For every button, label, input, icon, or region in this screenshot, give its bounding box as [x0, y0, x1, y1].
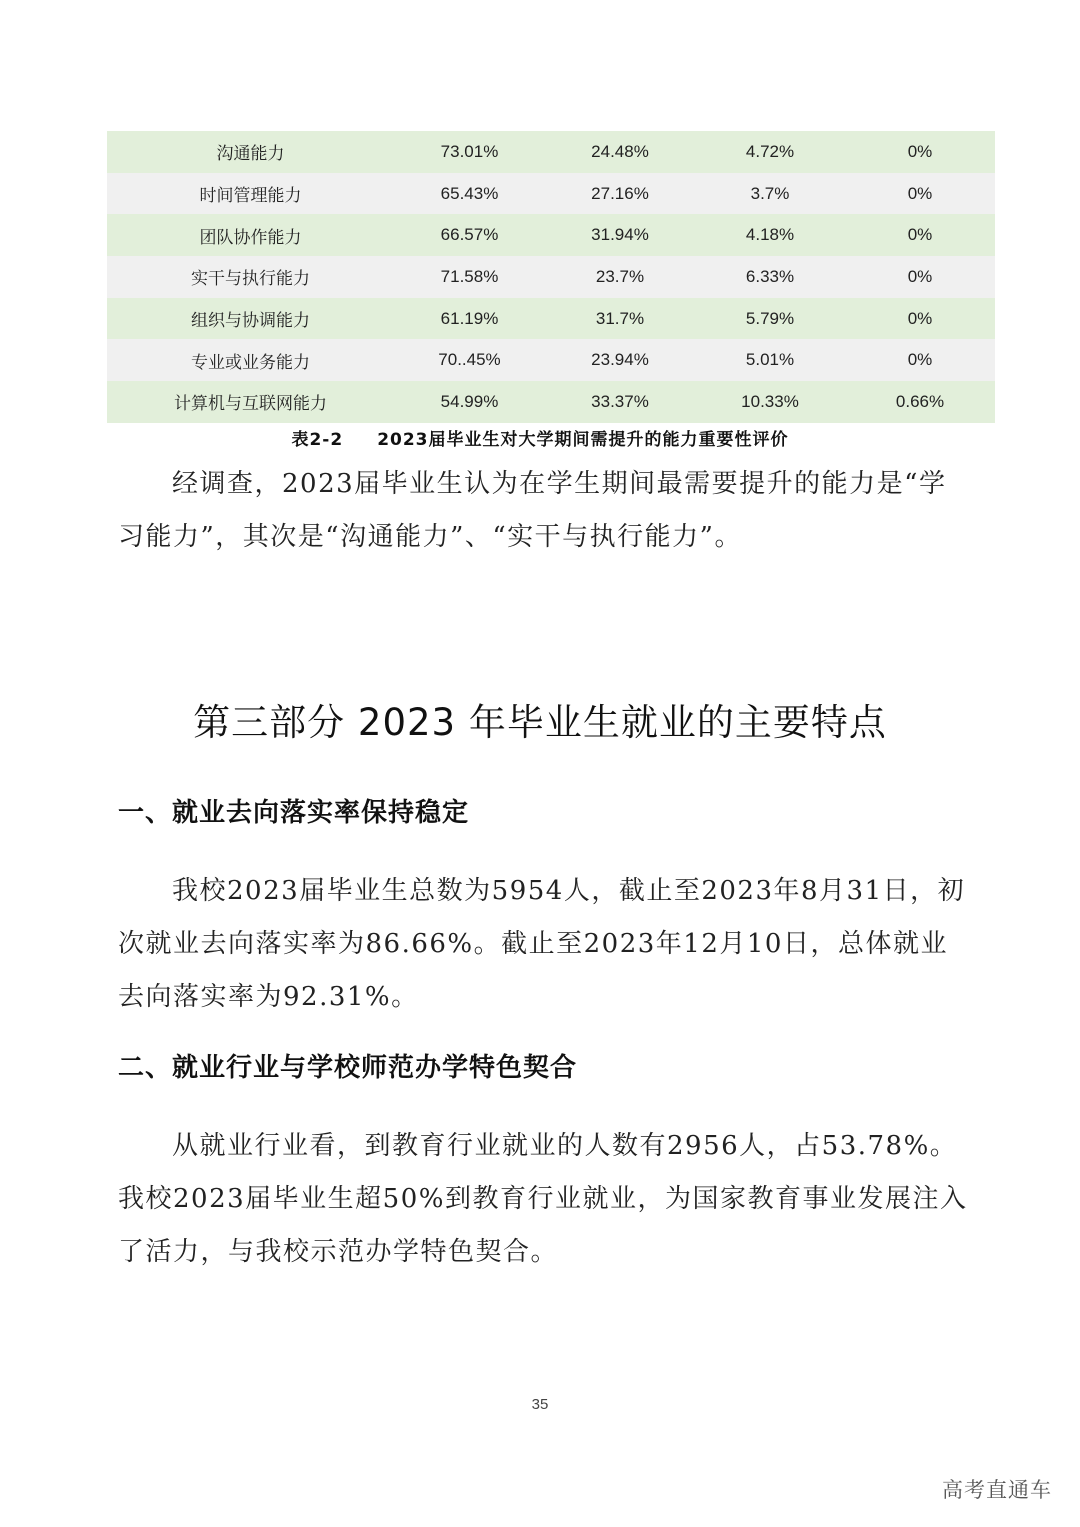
table-cell: 0% [845, 131, 995, 173]
table-cell: 0% [845, 173, 995, 215]
watermark: 高考直通车 [942, 1478, 1052, 1502]
table-cell: 61.19% [394, 298, 545, 340]
table-cell: 0% [845, 339, 995, 381]
table-row [107, 173, 995, 215]
table-cell-ability: 专业或业务能力 [107, 339, 394, 381]
table-cell: 4.72% [695, 131, 845, 173]
page-number: 35 [531, 1396, 549, 1413]
industry-paragraph: 从就业行业看，到教育行业就业的人数有2956人，占53.78%。我校2023届毕业生超50%到教育行业就业，为国家教育事业发展注入了活力，与我校示范办学特色契合。 [118, 1131, 968, 1267]
table-cell: 10.33% [695, 381, 845, 423]
table-cell: 33.37% [545, 381, 695, 423]
table-cell-ability: 实干与执行能力 [107, 256, 394, 298]
section-heading-industry: 二、就业行业与学校师范办学特色契合 [118, 1053, 578, 1083]
table-cell: 71.58% [394, 256, 545, 298]
table-cell-ability: 团队协作能力 [107, 214, 394, 256]
table-cell: 5.01% [695, 339, 845, 381]
table-cell: 70..45% [394, 339, 545, 381]
table-cell: 31.94% [545, 214, 695, 256]
employment-rate-paragraph: 我校2023届毕业生总数为5954人，截止至2023年8月31日，初次就业去向落实率为86.66%。截止至2023年12月10日，总体就业去向落实率为92.31%。 [118, 876, 966, 1012]
table-cell-ability: 沟通能力 [107, 131, 394, 173]
table-cell: 27.16% [545, 173, 695, 215]
table-cell: 0% [845, 256, 995, 298]
part-title: 第三部分 2023 年毕业生就业的主要特点 [193, 701, 887, 744]
table-cell: 6.33% [695, 256, 845, 298]
table-cell: 31.7% [545, 298, 695, 340]
table-cell: 54.99% [394, 381, 545, 423]
table-row [107, 131, 995, 173]
table-cell-ability: 时间管理能力 [107, 173, 394, 215]
section-heading-employment-rate: 一、就业去向落实率保持稳定 [118, 798, 470, 828]
table-cell: 24.48% [545, 131, 695, 173]
table-cell: 0% [845, 214, 995, 256]
table-cell: 5.79% [695, 298, 845, 340]
table-row [107, 381, 995, 423]
table-caption [0, 425, 1080, 450]
table-caption-number: 表2-2 [291, 430, 344, 450]
table-cell: 23.94% [545, 339, 695, 381]
table-cell: 4.18% [695, 214, 845, 256]
table-row [107, 298, 995, 340]
table-row [107, 256, 995, 298]
table-cell: 66.57% [394, 214, 545, 256]
table-cell: 65.43% [394, 173, 545, 215]
table-row [107, 339, 995, 381]
table-cell: 0.66% [845, 381, 995, 423]
table-cell: 73.01% [394, 131, 545, 173]
survey-paragraph: 经调查，2023届毕业生认为在学生期间最需要提升的能力是“学习能力”，其次是“沟通能力”、“实干与执行能力”。 [118, 469, 947, 552]
table-cell: 3.7% [695, 173, 845, 215]
table-cell: 23.7% [545, 256, 695, 298]
table-row [107, 214, 995, 256]
ability-importance-table [107, 131, 995, 423]
table-cell-ability: 组织与协调能力 [107, 298, 394, 340]
table-caption-text: 2023届毕业生对大学期间需提升的能力重要性评价 [377, 430, 789, 450]
table-cell: 0% [845, 298, 995, 340]
table-cell-ability: 计算机与互联网能力 [107, 381, 394, 423]
